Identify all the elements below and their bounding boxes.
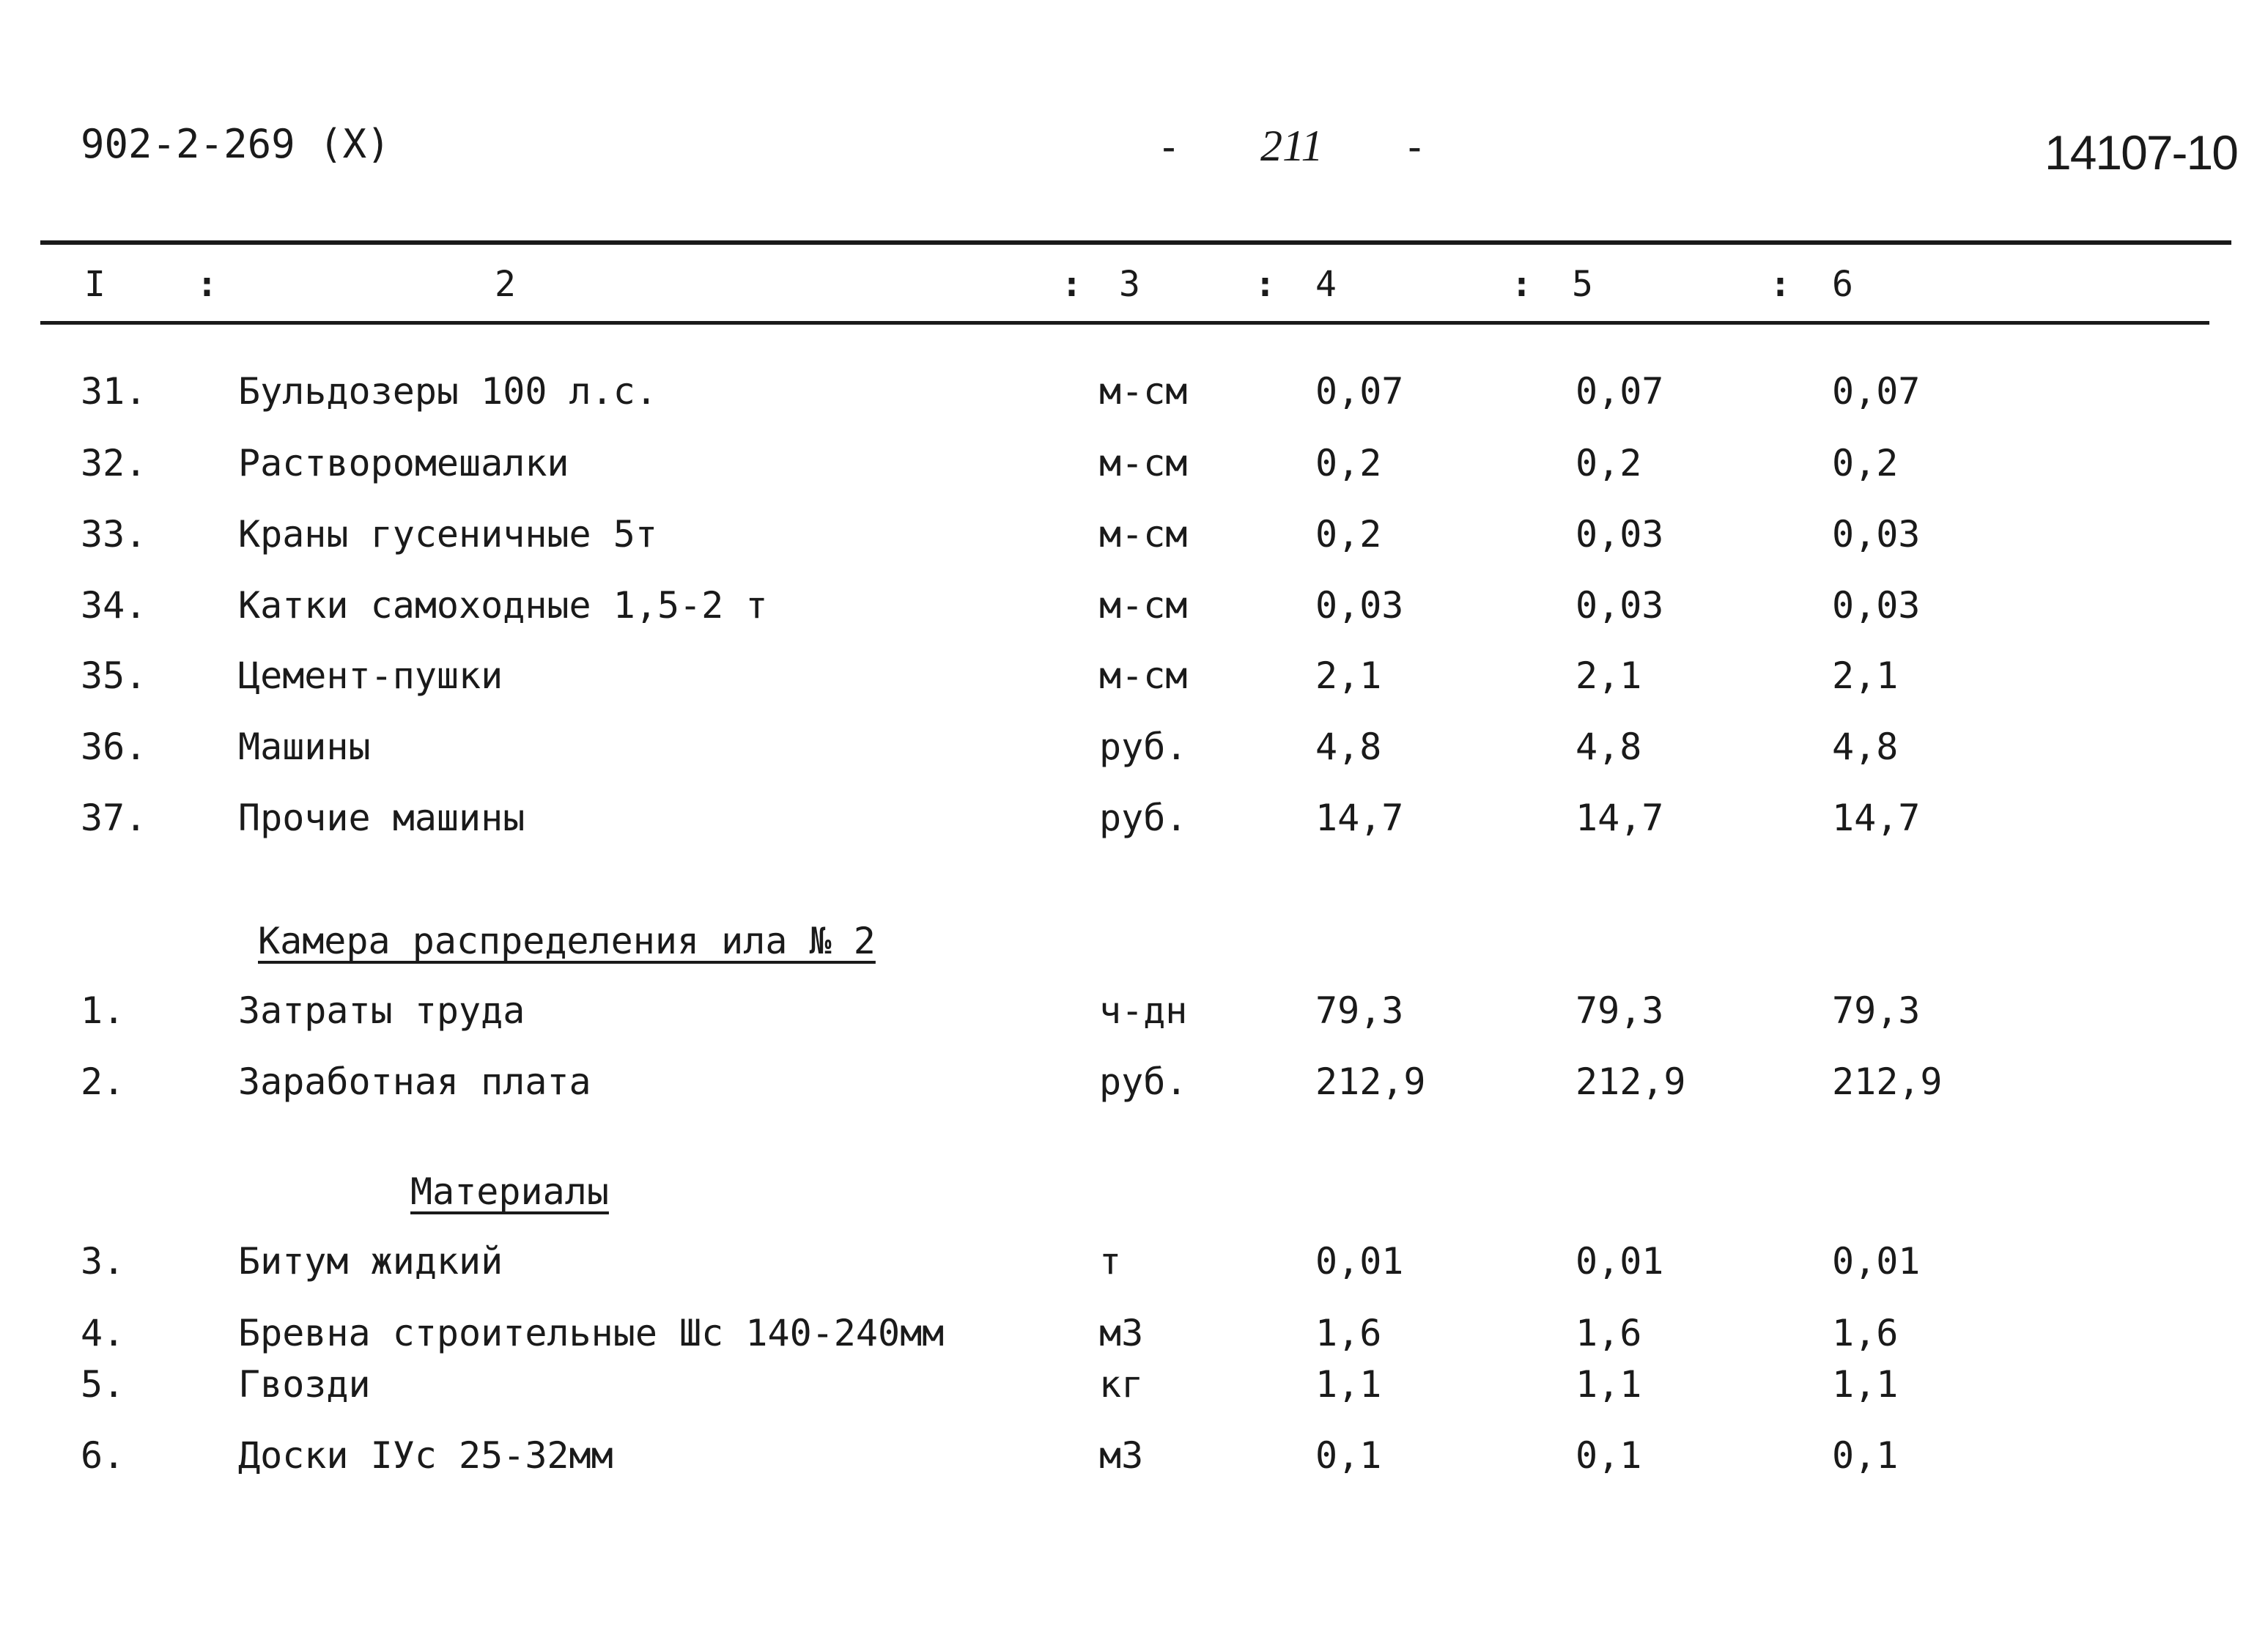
table-row <box>0 513 2268 579</box>
row-value-4: 14,7 <box>1315 797 1404 839</box>
row-value-6: 4,8 <box>1832 726 1899 768</box>
row-number: 5. <box>81 1363 125 1406</box>
row-number: 33. <box>81 513 147 556</box>
row-value-4: 0,01 <box>1315 1240 1404 1283</box>
row-value-5: 0,2 <box>1576 442 1642 484</box>
column-separator: : <box>1255 264 1276 305</box>
row-value-5: 1,6 <box>1576 1312 1642 1354</box>
row-unit: т <box>1099 1240 1122 1283</box>
row-unit: ч-дн <box>1099 989 1188 1032</box>
row-value-6: 14,7 <box>1832 797 1921 839</box>
table-row <box>0 654 2268 720</box>
row-unit: руб. <box>1099 726 1188 768</box>
table-row <box>0 584 2268 650</box>
column-header-4: 4 <box>1315 264 1337 305</box>
column-header-2: 2 <box>495 264 516 305</box>
row-unit: м-см <box>1099 654 1188 697</box>
row-unit: руб. <box>1099 1060 1188 1103</box>
row-value-5: 2,1 <box>1576 654 1642 697</box>
row-unit: м-см <box>1099 370 1188 413</box>
row-name: Бульдозеры 100 л.с. <box>238 370 657 413</box>
page-number-block <box>1077 121 1507 171</box>
column-separator: : <box>1511 264 1532 305</box>
row-value-6: 0,01 <box>1832 1240 1921 1283</box>
column-separator: : <box>196 264 218 305</box>
row-value-5: 79,3 <box>1576 989 1664 1032</box>
row-value-6: 0,03 <box>1832 513 1921 556</box>
section-title: Камера распределения ила № 2 <box>258 920 876 962</box>
row-value-6: 1,6 <box>1832 1312 1899 1354</box>
row-name: Заработная плата <box>238 1060 591 1103</box>
row-unit: кг <box>1099 1363 1144 1406</box>
table-row <box>0 726 2268 792</box>
table-row <box>0 1240 2268 1306</box>
row-value-4: 0,1 <box>1315 1434 1382 1477</box>
column-header-5: 5 <box>1572 264 1593 305</box>
row-number: 4. <box>81 1312 125 1354</box>
row-value-5: 212,9 <box>1576 1060 1686 1103</box>
row-name: Доски IУс 25-32мм <box>238 1434 613 1477</box>
row-number: 36. <box>81 726 147 768</box>
row-value-5: 0,07 <box>1576 370 1664 413</box>
row-value-4: 1,1 <box>1315 1363 1382 1406</box>
section-title: Материалы <box>410 1170 609 1213</box>
row-value-4: 1,6 <box>1315 1312 1382 1354</box>
row-value-4: 212,9 <box>1315 1060 1426 1103</box>
row-number: 31. <box>81 370 147 413</box>
page-dash-right: - <box>1403 124 1427 170</box>
row-value-5: 0,03 <box>1576 584 1664 627</box>
row-unit: м-см <box>1099 584 1188 627</box>
row-number: 6. <box>81 1434 125 1477</box>
row-name: Затраты труда <box>238 989 525 1032</box>
row-name: Бревна строительные Шс 140-240мм <box>238 1312 945 1354</box>
row-value-4: 79,3 <box>1315 989 1404 1032</box>
row-name: Гвозди <box>238 1363 371 1406</box>
row-value-5: 4,8 <box>1576 726 1642 768</box>
column-header-6: 6 <box>1832 264 1853 305</box>
row-value-6: 0,03 <box>1832 584 1921 627</box>
row-name: Цемент-пушки <box>238 654 503 697</box>
row-value-4: 4,8 <box>1315 726 1382 768</box>
row-value-4: 0,2 <box>1315 513 1382 556</box>
page-number: 211 <box>1260 122 1323 170</box>
row-value-4: 0,03 <box>1315 584 1404 627</box>
archive-code: 14107-10 <box>2044 125 2237 180</box>
table-row <box>0 442 2268 508</box>
table-top-rule <box>40 240 2231 245</box>
column-header-1: I <box>84 264 106 305</box>
row-number: 35. <box>81 654 147 697</box>
row-value-5: 0,01 <box>1576 1240 1664 1283</box>
table-row <box>0 370 2268 436</box>
row-name: Машины <box>238 726 371 768</box>
row-value-4: 0,2 <box>1315 442 1382 484</box>
row-value-5: 0,1 <box>1576 1434 1642 1477</box>
row-value-6: 0,1 <box>1832 1434 1899 1477</box>
row-unit: м3 <box>1099 1434 1144 1477</box>
row-value-6: 2,1 <box>1832 654 1899 697</box>
document-number: 902-2-269 (X) <box>81 121 391 167</box>
row-name: Катки самоходные 1,5-2 т <box>238 584 768 627</box>
row-unit: м-см <box>1099 513 1188 556</box>
row-value-6: 0,2 <box>1832 442 1899 484</box>
row-number: 3. <box>81 1240 125 1283</box>
row-value-6: 0,07 <box>1832 370 1921 413</box>
row-unit: руб. <box>1099 797 1188 839</box>
table-row <box>0 989 2268 1055</box>
column-header-3: 3 <box>1119 264 1140 305</box>
row-name: Краны гусеничные 5т <box>238 513 657 556</box>
row-number: 34. <box>81 584 147 627</box>
row-unit: м3 <box>1099 1312 1144 1354</box>
row-name: Битум жидкий <box>238 1240 503 1283</box>
row-value-6: 79,3 <box>1832 989 1921 1032</box>
row-value-6: 212,9 <box>1832 1060 1943 1103</box>
row-number: 1. <box>81 989 125 1032</box>
table-row <box>0 797 2268 863</box>
row-number: 32. <box>81 442 147 484</box>
row-value-5: 1,1 <box>1576 1363 1642 1406</box>
page-dash-left: - <box>1156 124 1181 170</box>
table-row <box>0 1363 2268 1429</box>
row-name: Растворомешалки <box>238 442 569 484</box>
row-value-5: 0,03 <box>1576 513 1664 556</box>
table-row <box>0 1434 2268 1500</box>
row-name: Прочие машины <box>238 797 525 839</box>
row-value-4: 0,07 <box>1315 370 1404 413</box>
column-separator: : <box>1770 264 1791 305</box>
table-row <box>0 1060 2268 1126</box>
row-value-4: 2,1 <box>1315 654 1382 697</box>
row-unit: м-см <box>1099 442 1188 484</box>
column-separator: : <box>1061 264 1082 305</box>
table-header-rule <box>40 321 2209 325</box>
row-number: 37. <box>81 797 147 839</box>
row-value-6: 1,1 <box>1832 1363 1899 1406</box>
row-number: 2. <box>81 1060 125 1103</box>
row-value-5: 14,7 <box>1576 797 1664 839</box>
